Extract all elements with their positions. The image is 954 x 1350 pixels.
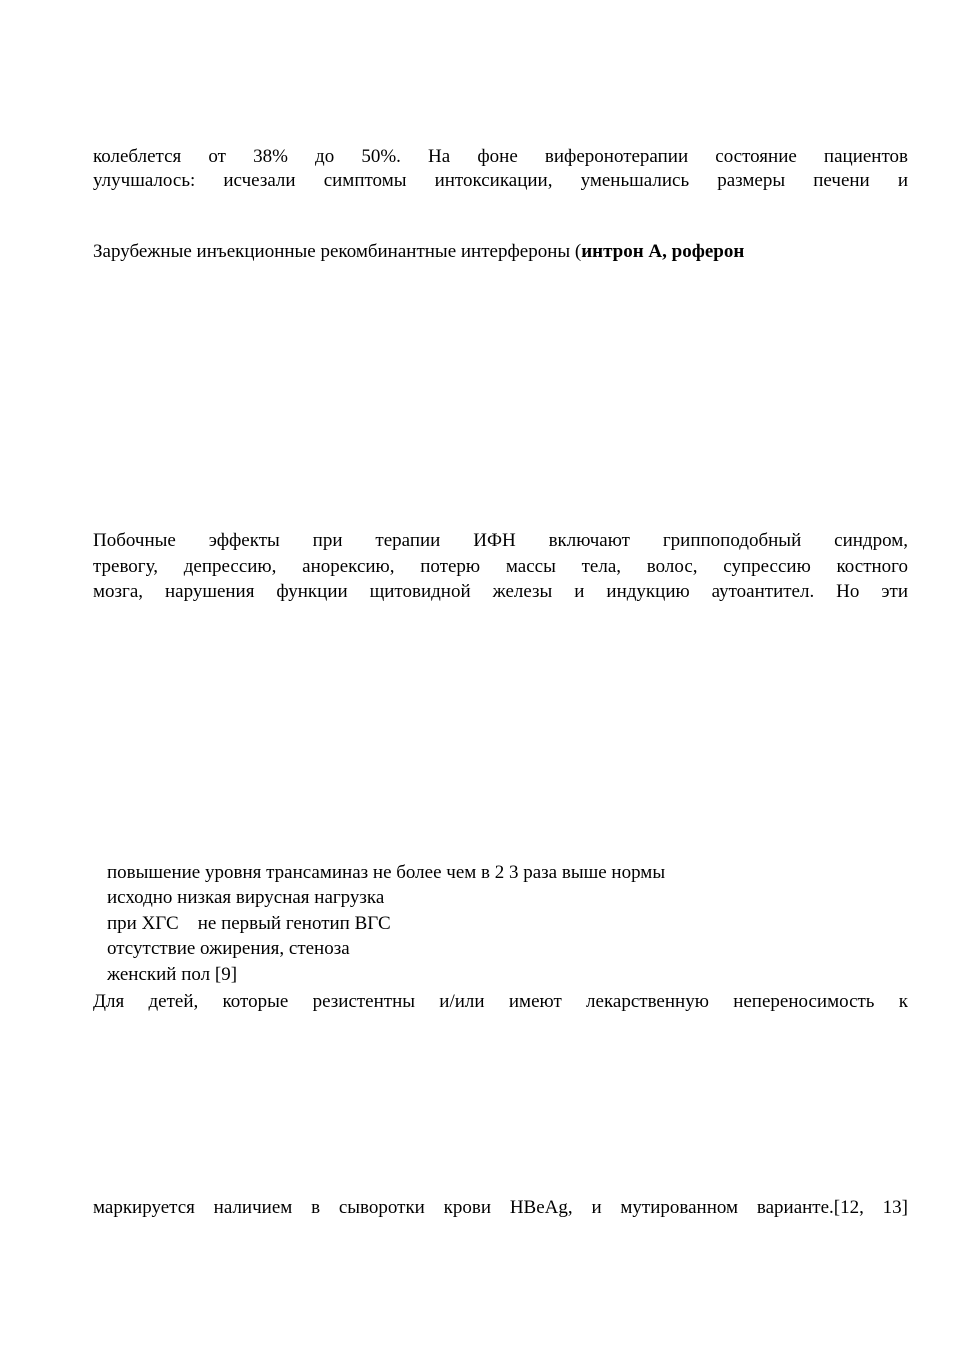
- para2-line1: [93, 240, 744, 264]
- list-item: исходно низкая вирусная нагрузка: [107, 887, 385, 908]
- para1-line1: колеблется от 38% до 50%. На фоне виферонотерапии состояние пациентов: [93, 146, 908, 167]
- para4-line1: Для детей, которые резистентны и/или имеют лекарственную непереносимость к: [93, 991, 908, 1012]
- para1-line2: улучшалось: исчезали симптомы интоксикации, уменьшались размеры печени и: [93, 170, 908, 191]
- para5-line1: маркируется наличием в сыворотки крови HBeAg, и мутированном варианте.[12, 13]: [93, 1197, 908, 1218]
- para2-text: Зарубежные инъекционные рекомбинантные интерфероны (: [93, 241, 582, 262]
- para3-line3: мозга, нарушения функции щитовидной железы и индукцию аутоантител. Но эти: [93, 581, 908, 602]
- para3-line2: тревогу, депрессию, анорексию, потерю массы тела, волос, супрессию костного: [93, 556, 908, 577]
- para2-bold-drug-names: интрон А, роферон: [581, 241, 745, 262]
- list-item: повышение уровня трансаминаз не более чем в 2 3 раза выше нормы: [107, 862, 666, 883]
- list-item: при ХГС не первый генотип ВГС: [107, 913, 391, 934]
- list-item: отсутствие ожирения, стеноза: [107, 938, 350, 959]
- list-item: женский пол [9]: [107, 964, 238, 985]
- para3-line1: Побочные эффекты при терапии ИФН включают гриппоподобный синдром,: [93, 530, 908, 551]
